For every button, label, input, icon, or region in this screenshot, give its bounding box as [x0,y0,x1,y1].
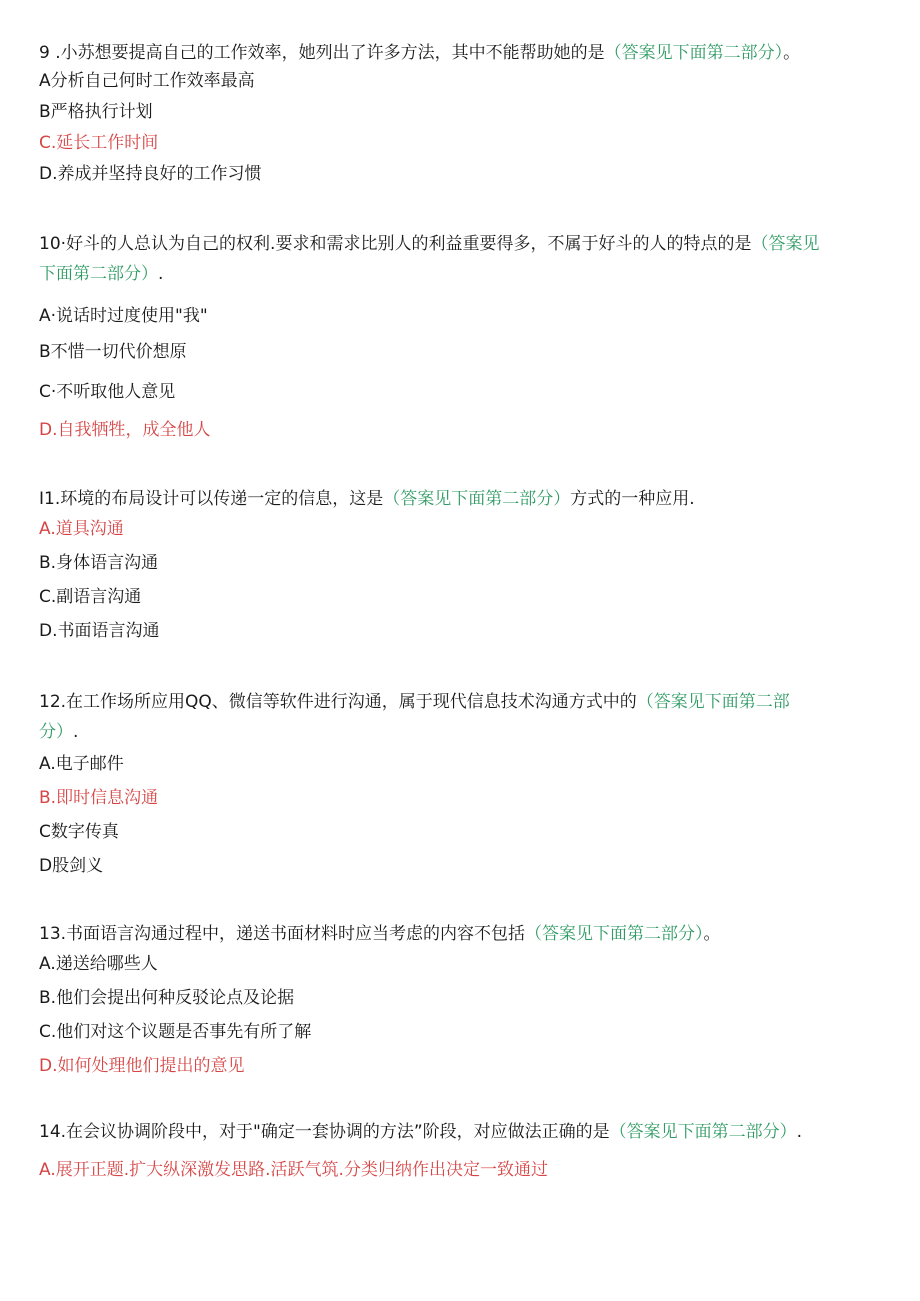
question-13 [39,919,889,1077]
option-b-answer: B.即时信息沟通 [39,788,159,808]
option-a: A.递送给哪些人 [39,954,158,974]
question-text-line-2: 分）. [39,722,79,742]
option-a-answer: A.道具沟通 [39,519,124,539]
question-text: 9 .小苏想要提高自己的工作效率，她列出了许多方法，其中不能帮助她的是（答案见下面第二部分）。 [39,43,801,63]
question-text-line-1: 12.在工作场所应用QQ、微信等软件进行沟通，属于现代信息技术沟通方式中的（答案见下面第二部 [39,692,790,712]
option-a: A·说话时过度使用"我" [39,306,208,326]
question-text: I1.环境的布局设计可以传递一定的信息，这是（答案见下面第二部分）方式的一种应用. [39,489,695,509]
option-b: B.身体语言沟通 [39,553,159,573]
option-a: A.电子邮件 [39,754,124,774]
question-text-line-2: 下面第二部分）. [39,264,164,284]
answer-hint: （答案见下面第二部分） [604,43,784,63]
question-text: 14.在会议协调阶段中，对于"确定一套协调的方法”阶段，对应做法正确的是（答案见下面第二部分）. [39,1122,803,1142]
option-c: C数字传真 [39,822,119,842]
option-d-answer: D.如何处理他们提出的意见 [39,1056,245,1076]
answer-hint: （答案见下面第二部分） [383,489,571,509]
option-c-answer: C.延长工作时间 [39,133,159,153]
option-d-answer: D.自我牺牲，成全他人 [39,420,211,440]
option-a: A分析自己何时工作效率最高 [39,71,255,91]
question-11 [39,484,889,642]
question-12 [39,687,889,877]
answer-hint: （答案见下面第二部分） [525,924,704,944]
option-c: C·不听取他人意见 [39,382,176,402]
question-10 [39,229,889,441]
option-a-answer: A.展开正题.扩大纵深激发思路.活跃气筑.分类归纳作出决定一致通过 [39,1160,548,1180]
option-b: B.他们会提出何种反驳论点及论据 [39,988,295,1008]
option-d: D.养成并坚持良好的工作习惯 [39,164,262,184]
question-text: 13.书面语言沟通过程中，递送书面材料时应当考虑的内容不包括（答案见下面第二部分）。 [39,924,721,944]
question-9 [39,38,889,185]
option-b: B严格执行计划 [39,102,153,122]
option-d: D股剑义 [39,856,104,876]
option-c: C.他们对这个议题是否事先有所了解 [39,1022,312,1042]
option-b: B不惜一切代价想原 [39,342,187,362]
option-c: C.副语言沟通 [39,587,142,607]
option-d: D.书面语言沟通 [39,621,160,641]
answer-hint: （答案见下面第二部分） [609,1122,797,1142]
question-text-line-1: 10·好斗的人总认为自己的权利.要求和需求比别人的利益重要得多，不属于好斗的人的特点的是（答案见 [39,234,820,254]
question-14 [39,1117,889,1181]
